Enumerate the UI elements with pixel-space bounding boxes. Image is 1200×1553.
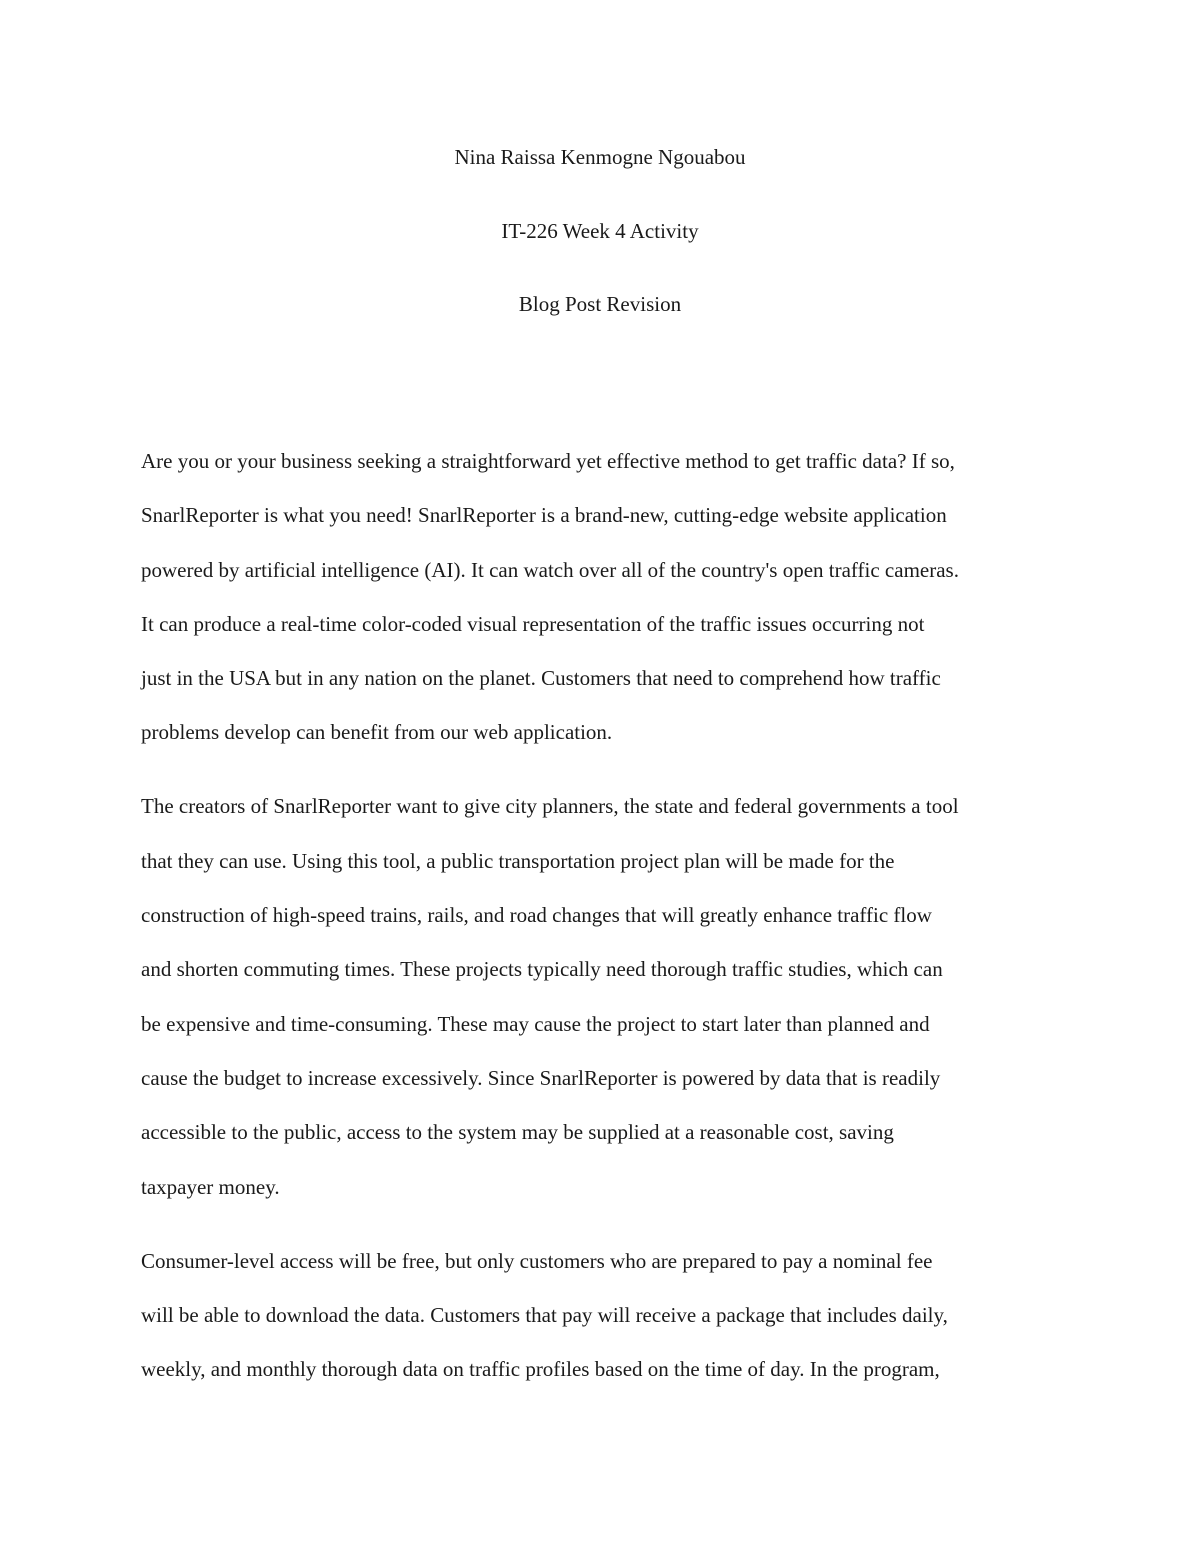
paragraph-2 [141,779,1066,1213]
paragraph-line: be expensive and time-consuming. These may cause the project to start later than planned and [141,1011,930,1036]
paragraph-line: taxpayer money. [141,1174,280,1199]
paragraph-line: Are you or your business seeking a straightforward yet effective method to get traffic data? If so, [141,449,955,473]
paragraph-line: and shorten commuting times. These projects typically need thorough traffic studies, which can [141,957,943,982]
paragraph-line: SnarlReporter is what you need! SnarlReporter is a brand-new, cutting-edge website application [141,503,947,528]
paragraph-3 [141,1234,1066,1397]
paragraph-line: powered by artificial intelligence (AI). It can watch over all of the country's open traffic cameras. [141,557,959,582]
paragraph-line: cause the budget to increase excessively. Since SnarlReporter is powered by data that is readily [141,1065,941,1090]
paragraph-line: will be able to download the data. Customers that pay will receive a package that includes daily, [141,1302,948,1327]
document-title: Blog Post Revision [518,292,682,316]
paragraph-line: weekly, and monthly thorough data on traffic profiles based on the time of day. In the program, [141,1357,940,1382]
paragraph-line: that they can use. Using this tool, a public transportation project plan will be made for the [141,848,895,873]
paragraph-line: problems develop can benefit from our web application. [141,720,613,745]
paragraph-line: construction of high-speed trains, rails, and road changes that will greatly enhance traffic flow [141,903,932,928]
paragraph-line: It can produce a real-time color-coded visual representation of the traffic issues occurring not [141,611,925,636]
author-name: Nina Raissa Kenmogne Ngouabou [454,145,746,169]
paragraph-1 [141,434,1066,760]
paragraph-line: The creators of SnarlReporter want to give city planners, the state and federal governments a tool [141,794,959,819]
paragraph-line: just in the USA but in any nation on the planet. Customers that need to comprehend how traffic [141,666,941,691]
document-body [141,434,1066,1416]
course-title: IT-226 Week 4 Activity [501,219,699,243]
paragraph-line: accessible to the public, access to the system may be supplied at a reasonable cost, saving [141,1120,894,1145]
paragraph-line: Consumer-level access will be free, but only customers who are prepared to pay a nominal fee [141,1248,933,1273]
